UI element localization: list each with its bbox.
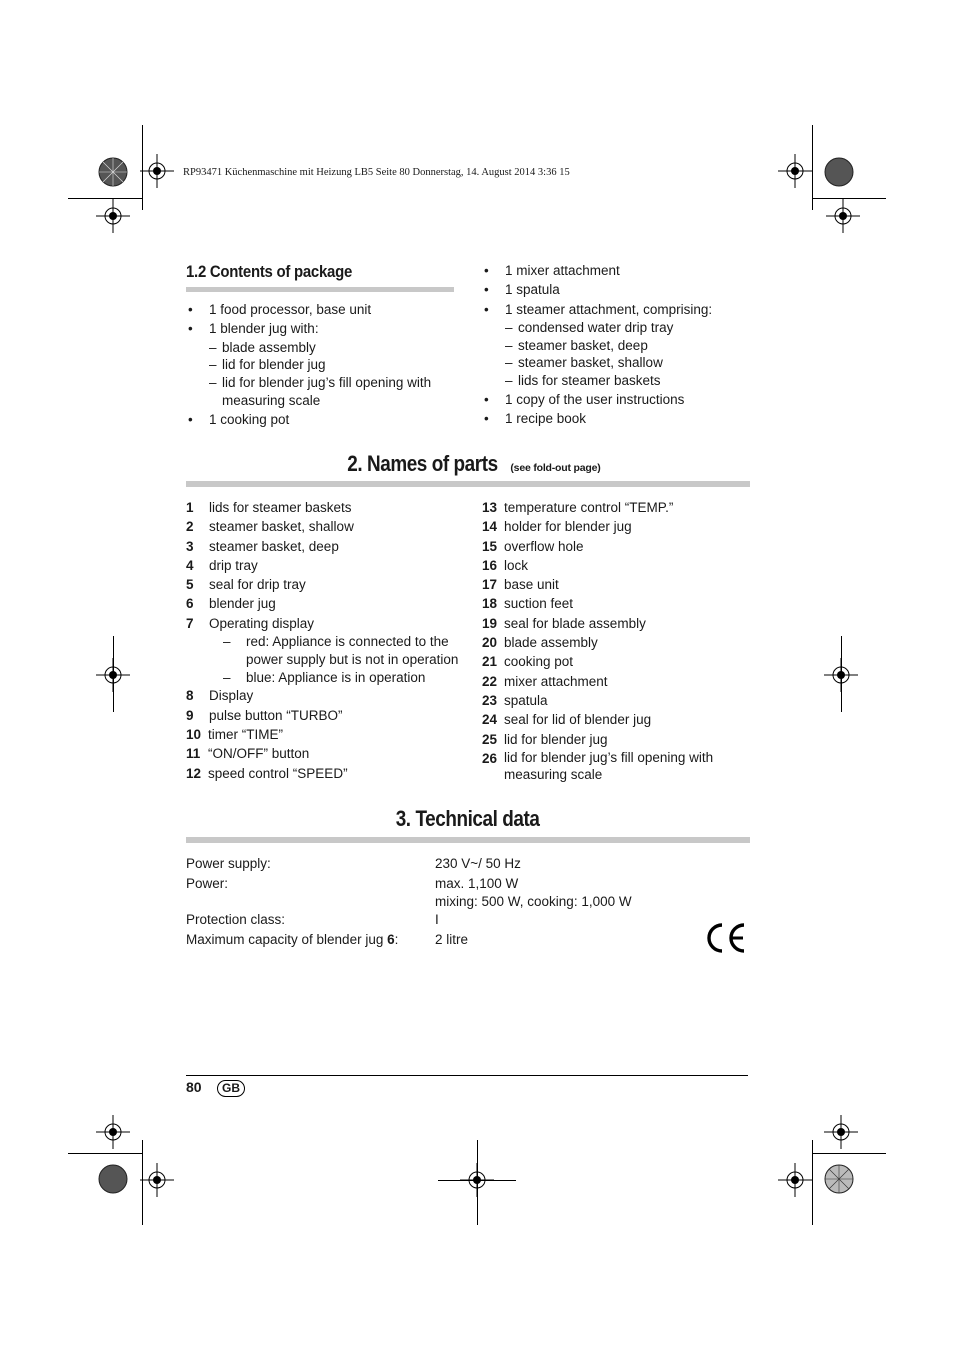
part-name: steamer basket, deep — [209, 538, 339, 554]
part-item — [482, 517, 752, 536]
part-name: steamer basket, shallow — [209, 519, 354, 535]
part-item — [186, 744, 476, 763]
part-number: 17 — [482, 577, 498, 593]
sub-list-item — [505, 337, 752, 355]
tech-label — [186, 931, 435, 951]
part-item — [482, 537, 752, 556]
part-item — [482, 710, 752, 729]
part-name: lid for blender jug’s fill opening with measuring scale — [504, 749, 714, 783]
part-name: overflow hole — [504, 538, 584, 554]
part-item — [186, 686, 476, 705]
part-number: 22 — [482, 673, 498, 689]
part-name: “ON/OFF” button — [208, 746, 310, 762]
part-item — [186, 594, 476, 613]
part-item — [482, 652, 752, 671]
part-item — [186, 556, 476, 575]
part-item — [186, 498, 476, 517]
part-number: 18 — [482, 596, 498, 612]
ce-mark-icon — [703, 922, 747, 954]
part-number: 4 — [186, 557, 194, 573]
sub-list-item — [209, 356, 456, 374]
part-item — [186, 725, 476, 744]
crosshair-icon — [96, 1115, 130, 1149]
sub-list-item-text: condensed water drip tray — [518, 319, 674, 335]
sub-list-item — [223, 633, 471, 669]
crosshair-icon — [460, 1163, 494, 1197]
part-name: blender jug — [209, 596, 276, 612]
sub-list-item — [505, 372, 752, 390]
part-name: suction feet — [504, 596, 574, 612]
part-number: 23 — [482, 692, 498, 708]
crosshair-icon — [140, 1163, 174, 1197]
part-number: 8 — [186, 688, 194, 704]
list-item — [482, 390, 752, 409]
part-name: mixer attachment — [504, 673, 608, 689]
dash-icon: – — [505, 337, 513, 353]
footer-rule — [186, 1075, 748, 1076]
bullet-icon: • — [188, 321, 193, 337]
display-sub-list — [223, 633, 476, 686]
part-name: temperature control “TEMP.” — [504, 500, 674, 515]
part-number: 3 — [186, 538, 194, 554]
part-name: Display — [209, 688, 254, 704]
part-number: 15 — [482, 538, 498, 554]
part-number: 24 — [482, 712, 498, 728]
part-item — [482, 672, 752, 691]
registration-target-icon — [96, 155, 130, 189]
list-item — [482, 409, 752, 428]
list-item-text: 1 cooking pot — [209, 411, 290, 427]
technical-heading-text: 3. Technical data — [396, 806, 540, 831]
part-item — [482, 575, 752, 594]
tech-label: Power supply: — [186, 856, 271, 871]
contents-heading-rule — [186, 287, 454, 292]
dash-icon: – — [209, 339, 217, 355]
crosshair-icon — [824, 1115, 858, 1149]
tech-row — [186, 855, 632, 875]
list-item — [186, 410, 456, 429]
part-number: 1 — [186, 500, 194, 515]
part-item — [186, 614, 476, 687]
part-name: holder for blender jug — [504, 519, 632, 535]
technical-table — [186, 855, 632, 951]
dash-icon: – — [209, 357, 217, 373]
part-number: 21 — [482, 654, 498, 670]
technical-heading — [186, 806, 750, 832]
sub-list-item-text: red: Appliance is connected to the power supply but is not in operation — [246, 634, 459, 667]
bullet-icon: • — [484, 411, 489, 427]
tech-label-tail: : — [394, 932, 399, 947]
tech-row — [186, 911, 632, 931]
tech-value-line: max. 1,100 W — [435, 876, 519, 891]
bullet-icon: • — [484, 263, 489, 278]
dash-icon: – — [505, 373, 513, 389]
sub-list-item-text: lid for blender jug — [222, 357, 326, 373]
dash-icon: – — [505, 355, 513, 371]
part-number: 6 — [186, 596, 194, 612]
crosshair-icon — [96, 199, 130, 233]
part-name: lids for steamer baskets — [209, 500, 352, 515]
part-number: 2 — [186, 519, 194, 535]
contents-list-right — [482, 261, 752, 429]
registration-target-icon — [96, 1162, 130, 1196]
list-item — [186, 300, 456, 319]
list-item-text: 1 recipe book — [505, 411, 587, 427]
part-number: 12 — [186, 765, 202, 781]
part-number: 10 — [186, 727, 202, 743]
list-item-text: 1 steamer attachment, comprising: — [505, 301, 713, 317]
crosshair-icon — [140, 154, 174, 188]
tech-label-text: Maximum capacity of blender jug — [186, 932, 388, 947]
part-item — [186, 706, 476, 725]
registration-target-icon — [822, 1162, 856, 1196]
list-item-text: 1 mixer attachment — [505, 263, 620, 278]
part-name: seal for drip tray — [209, 577, 306, 593]
sub-list — [209, 339, 456, 410]
tech-label-ref: 6 — [387, 932, 395, 947]
part-item — [186, 764, 476, 783]
part-item — [186, 517, 476, 536]
print-header: RP93471 Küchenmaschine mit Heizung LB5 Seite 80 Donnerstag, 14. August 2014 3:36 15 — [183, 167, 570, 178]
part-item — [482, 614, 752, 633]
part-item — [482, 633, 752, 652]
part-item — [482, 730, 752, 749]
part-number: 25 — [482, 731, 498, 747]
parts-list-left — [186, 498, 476, 783]
part-item — [482, 498, 752, 517]
part-name: spatula — [504, 692, 548, 708]
country-badge — [217, 1079, 245, 1097]
tech-value — [435, 875, 632, 911]
sub-list-item-text: steamer basket, shallow — [518, 355, 663, 371]
list-item-text: 1 blender jug with: — [209, 321, 319, 337]
dash-icon: – — [223, 669, 231, 685]
part-name: blade assembly — [504, 635, 598, 651]
part-name: seal for lid of blender jug — [504, 712, 652, 728]
part-item — [186, 575, 476, 594]
part-name: lock — [504, 557, 529, 573]
crosshair-icon — [778, 154, 812, 188]
sub-list-item — [223, 669, 471, 687]
sub-list-item — [505, 319, 752, 337]
list-item — [186, 319, 456, 409]
part-number: 16 — [482, 557, 498, 573]
tech-label: Power: — [186, 876, 229, 891]
list-item — [482, 280, 752, 299]
list-item — [482, 261, 752, 280]
dash-icon: – — [223, 634, 231, 650]
contents-list-left — [186, 300, 456, 429]
tech-label: Protection class: — [186, 912, 286, 927]
page-number: 80 — [186, 1079, 202, 1095]
part-name: pulse button “TURBO” — [209, 707, 343, 723]
dash-icon: – — [505, 319, 513, 335]
tech-row — [186, 875, 632, 911]
registration-target-icon — [822, 155, 856, 189]
list-item-text: 1 spatula — [505, 282, 560, 298]
part-item — [482, 556, 752, 575]
part-item — [186, 537, 476, 556]
bullet-icon: • — [484, 392, 489, 408]
part-item — [482, 594, 752, 613]
part-number: 20 — [482, 635, 498, 651]
crosshair-icon — [778, 1163, 812, 1197]
part-item — [482, 749, 752, 785]
sub-list-item — [209, 339, 456, 357]
tech-value: 2 litre — [435, 932, 469, 947]
sub-list-item — [505, 354, 752, 372]
part-number: 19 — [482, 615, 498, 631]
bullet-icon: • — [188, 302, 193, 317]
part-name: speed control “SPEED” — [208, 765, 348, 781]
sub-list-item-text: blue: Appliance is in operation — [246, 669, 426, 685]
part-number: 9 — [186, 707, 194, 723]
sub-list-item-text: lid for blender jug’s fill opening with measuring scale — [222, 375, 432, 408]
part-name: timer “TIME” — [208, 727, 283, 743]
sub-list-item — [209, 374, 456, 410]
part-number: 13 — [482, 500, 498, 515]
parts-list-right — [482, 498, 752, 785]
list-item-text: 1 food processor, base unit — [209, 302, 372, 317]
parts-heading-text: 2. Names of parts — [347, 451, 499, 476]
part-name: base unit — [504, 577, 559, 593]
parts-heading-note: (see fold-out page) — [510, 462, 601, 474]
sub-list-item-text: steamer basket, deep — [518, 337, 648, 353]
tech-value: 230 V~/ 50 Hz — [435, 856, 521, 871]
sub-list-item-text: blade assembly — [222, 339, 316, 355]
part-item — [482, 691, 752, 710]
part-name: Operating display — [209, 615, 315, 631]
part-number: 5 — [186, 577, 194, 593]
list-item — [482, 300, 752, 390]
crosshair-icon — [826, 199, 860, 233]
part-name: lid for blender jug — [504, 731, 608, 747]
sub-list-item-text: lids for steamer baskets — [518, 373, 661, 389]
bullet-icon: • — [188, 411, 193, 427]
tech-value-line: mixing: 500 W, cooking: 1,000 W — [435, 894, 632, 909]
crosshair-icon — [824, 658, 858, 692]
parts-heading — [186, 451, 750, 477]
part-name: drip tray — [209, 557, 258, 573]
part-number: 26 — [482, 750, 498, 766]
part-number: 11 — [186, 746, 201, 762]
part-number: 7 — [186, 615, 194, 631]
part-name: cooking pot — [504, 654, 574, 670]
tech-value: I — [435, 912, 439, 927]
contents-heading: 1.2 Contents of package — [186, 262, 353, 281]
list-item-text: 1 copy of the user instructions — [505, 392, 685, 408]
part-name: seal for blade assembly — [504, 615, 646, 631]
sub-list — [505, 319, 752, 390]
technical-heading-rule — [186, 837, 750, 843]
country-badge-text: GB — [217, 1080, 245, 1097]
tech-row — [186, 931, 632, 951]
bullet-icon: • — [484, 282, 489, 298]
crosshair-icon — [96, 658, 130, 692]
dash-icon: – — [209, 375, 217, 391]
parts-heading-rule — [186, 481, 750, 487]
part-number: 14 — [482, 519, 498, 535]
bullet-icon: • — [484, 301, 489, 317]
